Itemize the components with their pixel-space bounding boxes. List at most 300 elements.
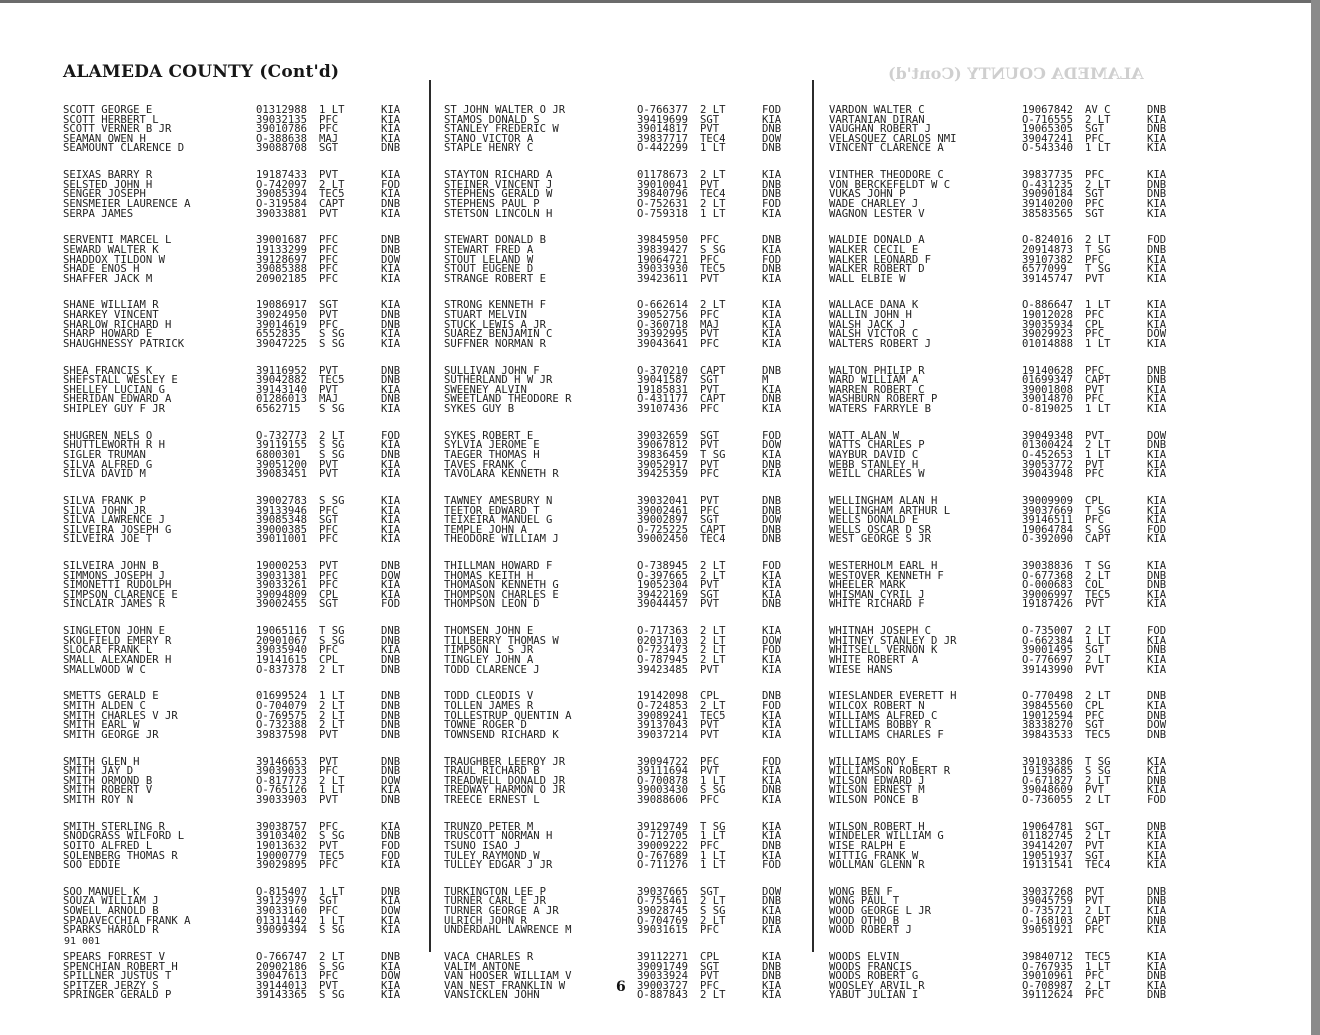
- rank: SGT: [700, 514, 720, 527]
- status-code: DNB: [762, 178, 782, 191]
- rank: PVT: [319, 169, 339, 182]
- rank: 2 LT: [319, 429, 345, 442]
- service-number: O-662614: [637, 299, 689, 312]
- roster-row: [444, 793, 804, 806]
- service-member-name: SKOLFIELD EMERY R: [63, 634, 172, 647]
- roster-row: [63, 861, 418, 871]
- service-number: 39083451: [256, 468, 308, 481]
- rank: 1 LT: [700, 774, 726, 787]
- rank: T SG: [319, 625, 345, 638]
- service-member-name: TAEGER THOMAS H: [444, 448, 540, 461]
- service-member-name: SERVENTI MARCEL L: [63, 234, 172, 247]
- roster-row: [829, 207, 1189, 220]
- rank: S SG: [1085, 523, 1111, 536]
- service-number: 39837598: [256, 728, 308, 741]
- service-number: 39042882: [256, 374, 308, 387]
- rank: SGT: [1085, 188, 1105, 201]
- status-code: DNB: [762, 598, 782, 611]
- status-code: DNB: [762, 234, 782, 247]
- service-member-name: VARDON WALTER C: [829, 104, 925, 116]
- rank: SGT: [319, 299, 339, 312]
- status-code: DNB: [1147, 364, 1167, 377]
- service-number: 19051937: [1022, 849, 1074, 862]
- column-divider-left: [429, 80, 431, 952]
- service-member-name: SENGER JOSEPH: [63, 188, 146, 201]
- service-member-name: WOLLMAN GLENN R: [829, 859, 925, 872]
- service-number: 39002783: [256, 494, 308, 507]
- service-number: 19065305: [1022, 123, 1074, 136]
- service-member-name: SUTHERLAND H W JR: [444, 374, 553, 387]
- status-code: DNB: [762, 458, 782, 471]
- status-code: KIA: [1147, 263, 1167, 276]
- rank: PFC: [319, 905, 339, 918]
- service-number: 20914873: [1022, 243, 1074, 256]
- rank: S SG: [319, 337, 345, 350]
- status-code: DNB: [381, 448, 401, 461]
- rank: PVT: [700, 123, 720, 136]
- rank: CPL: [700, 951, 720, 964]
- service-member-name: WALTERS ROBERT J: [829, 337, 932, 350]
- status-code: DNB: [762, 504, 782, 517]
- service-number: O-723473: [637, 644, 689, 657]
- status-code: KIA: [762, 468, 782, 481]
- rank: PFC: [319, 123, 339, 136]
- rank: CPL: [1085, 700, 1105, 712]
- service-member-name: WARD WILLIAM A: [829, 374, 919, 387]
- roster-row: [444, 470, 804, 480]
- rank: SGT: [319, 598, 339, 611]
- status-code: KIA: [762, 765, 782, 778]
- rank: PVT: [319, 839, 339, 852]
- service-member-name: TREDWAY HARMON O JR: [444, 784, 566, 797]
- rank: PFC: [700, 403, 720, 415]
- status-code: KIA: [1147, 979, 1167, 992]
- status-code: KIA: [381, 895, 401, 908]
- status-code: DOW: [762, 514, 782, 527]
- rank: PVT: [700, 178, 720, 191]
- rank: 1 LT: [319, 690, 345, 703]
- service-number: 19000779: [256, 849, 308, 862]
- status-code: KIA: [1147, 169, 1167, 182]
- rank: CAPT: [1085, 533, 1111, 546]
- roster-group: [63, 562, 418, 610]
- status-code: DNB: [381, 142, 401, 155]
- service-number: 39112271: [637, 951, 689, 964]
- service-number: O-742097: [256, 178, 308, 191]
- service-number: 39146511: [1022, 514, 1074, 527]
- roster-group: [829, 106, 1189, 154]
- service-number: O-766377: [637, 104, 689, 116]
- service-number: 38583565: [1022, 207, 1074, 220]
- rank: PVT: [700, 383, 720, 396]
- roster-row: [829, 728, 1189, 741]
- service-number: 39033261: [256, 579, 308, 592]
- service-number: 39140200: [1022, 197, 1074, 210]
- rank: TEC5: [319, 849, 345, 862]
- rank: T SG: [700, 820, 726, 833]
- roster-group: [444, 171, 804, 219]
- service-member-name: VINCENT CLARENCE A: [829, 142, 944, 155]
- roster-group: [829, 820, 1189, 872]
- status-code: KIA: [1147, 830, 1167, 843]
- rank: 2 LT: [700, 989, 726, 1002]
- status-code: DOW: [762, 885, 782, 898]
- rank: PFC: [1085, 393, 1105, 406]
- rank: PVT: [700, 663, 720, 676]
- roster-group: [829, 429, 1189, 481]
- service-member-name: THOMPSON CHARLES E: [444, 588, 559, 601]
- status-code: DNB: [1147, 439, 1167, 452]
- roster-group: [829, 364, 1189, 415]
- service-number: O-370210: [637, 364, 689, 377]
- status-code: KIA: [381, 644, 401, 657]
- roster-column-3: [829, 106, 1189, 1018]
- service-number: 39123979: [256, 895, 308, 908]
- roster-row: [444, 926, 804, 936]
- status-code: DOW: [381, 970, 401, 983]
- service-member-name: TREADWELL DONALD JR: [444, 774, 566, 787]
- service-number: 19064781: [1022, 820, 1074, 833]
- service-member-name: TULEY RAYMOND W: [444, 849, 540, 862]
- service-number: 19052304: [637, 579, 689, 592]
- service-number: 39103402: [256, 830, 308, 843]
- roster-group: [829, 301, 1189, 349]
- service-member-name: TRAUGHBER LEEROY JR: [444, 755, 566, 768]
- rank: 2 LT: [700, 895, 726, 908]
- service-member-name: TOLLEN JAMES R: [444, 700, 534, 712]
- rank: SGT: [319, 142, 339, 155]
- service-number: 19142098: [637, 690, 689, 703]
- service-number: 39837735: [1022, 169, 1074, 182]
- rank: PFC: [1085, 970, 1105, 983]
- service-number: 19012028: [1022, 309, 1074, 322]
- service-member-name: THOMPSON LEON D: [444, 598, 540, 611]
- service-member-name: VAUGHAN ROBERT J: [829, 123, 932, 136]
- service-member-name: VACA CHARLES R: [444, 951, 534, 964]
- service-number: 39840712: [1022, 951, 1074, 964]
- service-member-name: STUART MELVIN: [444, 309, 527, 322]
- service-member-name: WILLIAMSON ROBERT R: [829, 765, 951, 778]
- service-member-name: SINGLETON JOHN E: [63, 625, 166, 638]
- service-number: 01311442: [256, 914, 308, 927]
- status-code: DNB: [381, 393, 401, 406]
- status-code: DNB: [762, 895, 782, 908]
- rank: 2 LT: [700, 700, 726, 712]
- service-member-name: VALIM ANTONE: [444, 960, 521, 973]
- status-code: DNB: [381, 560, 401, 573]
- service-number: 39033924: [637, 970, 689, 983]
- service-member-name: TODD CLARENCE J: [444, 663, 540, 676]
- status-code: FOD: [1147, 625, 1167, 638]
- service-member-name: VARTANIAN DIRAN: [829, 113, 925, 126]
- service-number: 39067812: [637, 439, 689, 452]
- service-number: O-704079: [256, 700, 308, 712]
- service-number: 39088708: [256, 142, 308, 155]
- rank: S SG: [700, 784, 726, 797]
- rank: PFC: [700, 839, 720, 852]
- service-number: O-887843: [637, 989, 689, 1002]
- service-number: 39839427: [637, 243, 689, 256]
- status-code: KIA: [1147, 113, 1167, 126]
- service-member-name: WHITSELL VERNON K: [829, 644, 938, 657]
- status-code: KIA: [1147, 504, 1167, 517]
- service-member-name: WESTOVER KENNETH F: [829, 569, 944, 582]
- status-code: KIA: [1147, 494, 1167, 507]
- service-number: 39094809: [256, 588, 308, 601]
- service-member-name: SMITH STERLING R: [63, 820, 166, 833]
- status-code: KIA: [762, 169, 782, 182]
- status-code: FOD: [762, 253, 782, 266]
- service-member-name: SYKES ROBERT E: [444, 429, 534, 442]
- rank: PVT: [1085, 839, 1105, 852]
- service-number: O-543340: [1022, 142, 1074, 155]
- rank: SGT: [1085, 123, 1105, 136]
- service-member-name: STANLEY FREDERIC W: [444, 123, 559, 136]
- rank: TEC4: [700, 533, 726, 546]
- rank: 2 LT: [1085, 439, 1111, 452]
- service-member-name: VON BERCKEFELDT W C: [829, 178, 951, 191]
- status-code: DNB: [1147, 709, 1167, 722]
- service-number: 39051921: [1022, 924, 1074, 937]
- roster-group: [829, 562, 1189, 610]
- roster-group: [444, 494, 804, 546]
- service-number: 39044457: [637, 598, 689, 611]
- service-member-name: SHEFSTALL WESLEY E: [63, 374, 178, 387]
- rank: 1 LT: [700, 207, 726, 220]
- service-number: 39111694: [637, 765, 689, 778]
- service-member-name: SMETTS GERALD E: [63, 690, 159, 703]
- rank: PVT: [700, 458, 720, 471]
- status-code: DNB: [381, 719, 401, 732]
- status-code: KIA: [381, 820, 401, 833]
- service-member-name: SPITZER JERZY S: [63, 979, 159, 992]
- rank: SGT: [319, 514, 339, 527]
- rank: AV C: [1085, 104, 1111, 116]
- rank: PFC: [700, 253, 720, 266]
- service-number: 6562715: [256, 403, 301, 415]
- service-number: 39116952: [256, 364, 308, 377]
- status-code: DNB: [1147, 644, 1167, 657]
- rank: S SG: [319, 328, 345, 341]
- status-code: DNB: [762, 364, 782, 377]
- service-member-name: SNODGRASS WILFORD L: [63, 830, 185, 843]
- service-member-name: SOO MANUEL K: [63, 885, 140, 898]
- service-member-name: WOODS FRANCIS: [829, 960, 912, 973]
- status-code: KIA: [1147, 654, 1167, 667]
- service-member-name: TAWNEY AMESBURY N: [444, 494, 553, 507]
- roster-group: [829, 494, 1189, 546]
- service-member-name: SMITH ROY N: [63, 793, 134, 806]
- rank: PFC: [319, 820, 339, 833]
- service-member-name: SHERIDAN EDWARD A: [63, 393, 172, 406]
- service-number: 6552835: [256, 328, 301, 341]
- roster-row: [63, 337, 418, 350]
- service-member-name: SEWARD WALTER K: [63, 243, 159, 256]
- service-number: 01182745: [1022, 830, 1074, 843]
- rank: 2 LT: [1085, 830, 1111, 843]
- service-number: O-442299: [637, 142, 689, 155]
- rank: PVT: [1085, 885, 1105, 898]
- rank: CAPT: [319, 197, 345, 210]
- rank: 2 LT: [700, 644, 726, 657]
- service-number: 39107436: [637, 403, 689, 415]
- service-number: 01699524: [256, 690, 308, 703]
- service-number: 39033881: [256, 207, 308, 220]
- status-code: DNB: [1147, 188, 1167, 201]
- rank: SGT: [700, 885, 720, 898]
- roster-row: [829, 861, 1189, 871]
- service-number: 39146653: [256, 755, 308, 768]
- rank: SGT: [700, 429, 720, 442]
- service-number: 39052756: [637, 309, 689, 322]
- service-member-name: TOWNE ROGER D: [444, 719, 527, 732]
- rank: PFC: [319, 272, 339, 285]
- rank: 2 LT: [1085, 774, 1111, 787]
- service-member-name: WALL ELBIE W: [829, 272, 906, 285]
- service-member-name: SOLENBERG THOMAS R: [63, 849, 178, 862]
- service-number: 39024950: [256, 309, 308, 322]
- service-member-name: SEAMOUNT CLARENCE D: [63, 142, 185, 155]
- service-number: 39085394: [256, 188, 308, 201]
- status-code: KIA: [381, 272, 401, 285]
- roster-row: [444, 663, 804, 676]
- status-code: KIA: [381, 113, 401, 126]
- service-number: 39145747: [1022, 272, 1074, 285]
- service-number: 39001808: [1022, 383, 1074, 396]
- service-member-name: WALSH JACK J: [829, 318, 906, 331]
- service-number: 39143365: [256, 989, 308, 1002]
- roster-row: [829, 405, 1189, 415]
- rank: 1 LT: [1085, 142, 1111, 155]
- rank: PFC: [1085, 989, 1105, 1002]
- service-number: O-388638: [256, 132, 308, 145]
- service-member-name: WELLS DONALD E: [829, 514, 919, 527]
- status-code: KIA: [1147, 765, 1167, 778]
- rank: PFC: [1085, 169, 1105, 182]
- status-code: KIA: [381, 588, 401, 601]
- service-number: 6577099: [1022, 263, 1067, 276]
- status-code: KIA: [1147, 951, 1167, 964]
- service-member-name: WALKER ROBERT D: [829, 263, 925, 276]
- roster-group: [444, 364, 804, 415]
- rank: PFC: [319, 113, 339, 126]
- service-number: O-319584: [256, 197, 308, 210]
- status-code: KIA: [381, 989, 401, 1002]
- service-member-name: STRONG KENNETH F: [444, 299, 547, 312]
- service-member-name: WHITNEY STANLEY D JR: [829, 634, 957, 647]
- status-code: DNB: [381, 634, 401, 647]
- status-code: DNB: [381, 793, 401, 806]
- service-member-name: SOWELL ARNOLD B: [63, 905, 159, 918]
- status-code: DNB: [762, 494, 782, 507]
- rank: PFC: [700, 979, 720, 992]
- service-number: 39045759: [1022, 895, 1074, 908]
- service-number: 39002897: [637, 514, 689, 527]
- status-code: DNB: [1147, 820, 1167, 833]
- service-member-name: WHITE ROBERT A: [829, 654, 919, 667]
- roster-group: [444, 562, 804, 610]
- status-code: KIA: [762, 654, 782, 667]
- rank: 1 LT: [1085, 337, 1111, 350]
- roster-row: [63, 600, 418, 610]
- service-number: O-704769: [637, 914, 689, 927]
- service-member-name: TOWNSEND RICHARD K: [444, 728, 559, 741]
- service-member-name: SHAUGHNESSY PATRICK: [63, 337, 185, 350]
- status-code: KIA: [381, 579, 401, 592]
- roster-group: [444, 301, 804, 349]
- service-number: 39414207: [1022, 839, 1074, 852]
- rank: S SG: [319, 960, 345, 973]
- service-number: 39103386: [1022, 755, 1074, 768]
- rank: PFC: [319, 263, 339, 276]
- service-number: 39094722: [637, 755, 689, 768]
- service-number: O-716555: [1022, 113, 1074, 126]
- service-number: 6800301: [256, 448, 301, 461]
- rank: CPL: [1085, 494, 1105, 507]
- roster-group: [63, 627, 418, 675]
- roster-row: [444, 600, 804, 610]
- service-number: O-452653: [1022, 448, 1074, 461]
- rank: S SG: [319, 494, 345, 507]
- status-code: KIA: [381, 169, 401, 182]
- status-code: KIA: [381, 337, 401, 350]
- service-member-name: WITTIG FRANK W: [829, 849, 919, 862]
- service-number: 39091749: [637, 960, 689, 973]
- service-number: O-168103: [1022, 914, 1074, 927]
- status-code: DNB: [762, 970, 782, 983]
- document-code: 91 001: [64, 936, 101, 947]
- service-member-name: STEPHENS GERALD W: [444, 188, 553, 201]
- rank: 2 LT: [319, 951, 345, 964]
- service-number: O-755461: [637, 895, 689, 908]
- status-code: KIA: [762, 448, 782, 461]
- service-member-name: SLOCAR FRANK L: [63, 644, 153, 657]
- status-code: KIA: [762, 728, 782, 741]
- status-code: KIA: [1147, 924, 1167, 937]
- rank: PFC: [700, 234, 720, 247]
- status-code: KIA: [381, 439, 401, 452]
- roster-column-1: [63, 106, 418, 1018]
- status-code: KIA: [1147, 207, 1167, 220]
- service-number: O-431235: [1022, 178, 1074, 191]
- status-code: DNB: [381, 830, 401, 843]
- service-member-name: WILSON EDWARD J: [829, 774, 925, 787]
- service-member-name: STEWART FRED A: [444, 243, 534, 256]
- rank: PVT: [319, 383, 339, 396]
- rank: T SG: [700, 448, 726, 461]
- service-member-name: SPADAVECCHIA FRANK A: [63, 914, 191, 927]
- rank: TEC5: [319, 374, 345, 387]
- service-member-name: TAVES FRANK C: [444, 458, 527, 471]
- status-code: DNB: [1147, 243, 1167, 256]
- service-number: 39837717: [637, 132, 689, 145]
- roster-group: [444, 755, 804, 806]
- service-number: 39099394: [256, 924, 308, 937]
- service-member-name: SILVEIRA JOE T: [63, 533, 153, 546]
- status-code: KIA: [381, 207, 401, 220]
- service-member-name: TREECE ERNEST L: [444, 793, 540, 806]
- service-member-name: WATTS CHARLES P: [829, 439, 925, 452]
- service-number: O-735007: [1022, 625, 1074, 638]
- status-code: KIA: [1147, 299, 1167, 312]
- service-number: 19185831: [637, 383, 689, 396]
- service-number: 39048609: [1022, 784, 1074, 797]
- service-number: 39088606: [637, 793, 689, 806]
- service-number: 19141615: [256, 654, 308, 667]
- service-member-name: SMITH GEORGE JR: [63, 728, 159, 741]
- service-number: O-677368: [1022, 569, 1074, 582]
- roster-row: [63, 793, 418, 806]
